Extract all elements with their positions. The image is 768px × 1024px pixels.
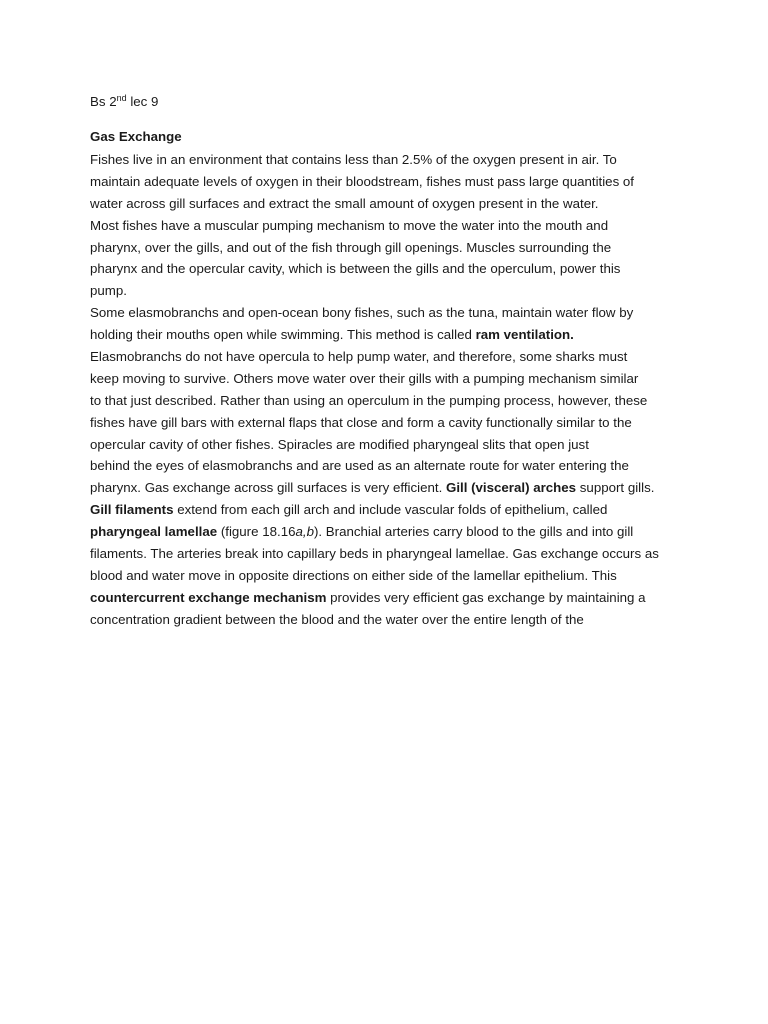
text-line	[90, 609, 690, 631]
bold-term: countercurrent exchange mechanism	[90, 589, 327, 605]
bold-term: pharyngeal lamellae	[90, 524, 218, 540]
bold-term: ram ventilation.	[475, 327, 574, 343]
text-line	[90, 521, 690, 543]
text-line	[90, 368, 690, 390]
text-run: concentration gradient between the blood and the water over the entire length of the	[90, 611, 584, 627]
text-run: Some elasmobranchs and open-ocean bony fishes, such as the tuna, maintain water flow by	[90, 305, 634, 321]
body-text	[90, 149, 690, 631]
bold-term: Gill filaments	[90, 502, 174, 518]
header-prefix: Bs 2	[90, 94, 117, 109]
text-run: pump.	[90, 283, 127, 299]
text-line	[90, 258, 690, 280]
text-run: provides very efficient gas exchange by maintaining a	[326, 589, 646, 605]
text-line	[90, 193, 690, 215]
text-run: pharynx, over the gills, and out of the fish through gill openings. Muscles surrounding the	[90, 239, 612, 255]
text-run: to that just described. Rather than using an operculum in the pumping process, however, these	[90, 392, 648, 408]
text-run: Fishes live in an environment that contains less than 2.5% of the oxygen present in air. To	[90, 152, 617, 167]
text-run: holding their mouths open while swimming. This method is called	[90, 327, 476, 343]
text-line	[90, 215, 690, 237]
text-line	[90, 412, 690, 434]
text-line	[90, 280, 690, 302]
text-run: behind the eyes of elasmobranchs and are used as an alternate route for water entering the	[90, 458, 629, 474]
text-run: opercular cavity of other fishes. Spiracles are modified pharyngeal slits that open just	[90, 436, 589, 452]
text-run: ). Branchial arteries carry blood to the gills and into gill	[313, 524, 634, 540]
text-line	[90, 587, 690, 609]
text-run: fishes have gill bars with external flaps that close and form a cavity functionally similar to the	[90, 414, 632, 430]
text-run: blood and water move in opposite directions on either side of the lamellar epithelium. This	[90, 567, 617, 583]
text-line	[90, 455, 690, 477]
text-run: pharynx. Gas exchange across gill surfaces is very efficient.	[90, 480, 446, 496]
text-line	[90, 171, 690, 193]
italic-text: a,b	[295, 524, 314, 540]
lecture-header	[90, 93, 158, 111]
text-run: pharynx and the opercular cavity, which is between the gills and the operculum, power this	[90, 261, 621, 277]
text-run: filaments. The arteries break into capillary beds in pharyngeal lamellae. Gas exchange occurs as	[90, 546, 659, 562]
text-run: Elasmobranchs do not have opercula to help pump water, and therefore, some sharks must	[90, 349, 628, 365]
text-line	[90, 237, 690, 259]
text-run: Most fishes have a muscular pumping mechanism to move the water into the mouth and	[90, 217, 609, 233]
text-line	[90, 324, 690, 346]
text-line	[90, 302, 690, 324]
text-line	[90, 565, 690, 587]
text-run: (figure 18.16	[217, 524, 296, 540]
text-run: support gills.	[576, 480, 655, 496]
header-suffix: lec 9	[126, 94, 159, 109]
text-line	[90, 543, 690, 565]
text-line	[90, 499, 690, 521]
text-run: water across gill surfaces and extract the small amount of oxygen present in the water.	[90, 195, 599, 211]
text-line	[90, 149, 690, 171]
text-line	[90, 477, 690, 499]
text-line	[90, 346, 690, 368]
text-line	[90, 390, 690, 412]
text-run: maintain adequate levels of oxygen in their bloodstream, fishes must pass large quantities of	[90, 173, 635, 189]
section-title: Gas Exchange	[90, 129, 182, 144]
text-run: extend from each gill arch and include vascular folds of epithelium, called	[173, 502, 608, 518]
bold-term: Gill (visceral) arches	[445, 480, 577, 496]
text-line	[90, 434, 690, 456]
text-run: keep moving to survive. Others move water over their gills with a pumping mechanism similar	[90, 370, 639, 386]
header-superscript: nd	[116, 93, 127, 103]
